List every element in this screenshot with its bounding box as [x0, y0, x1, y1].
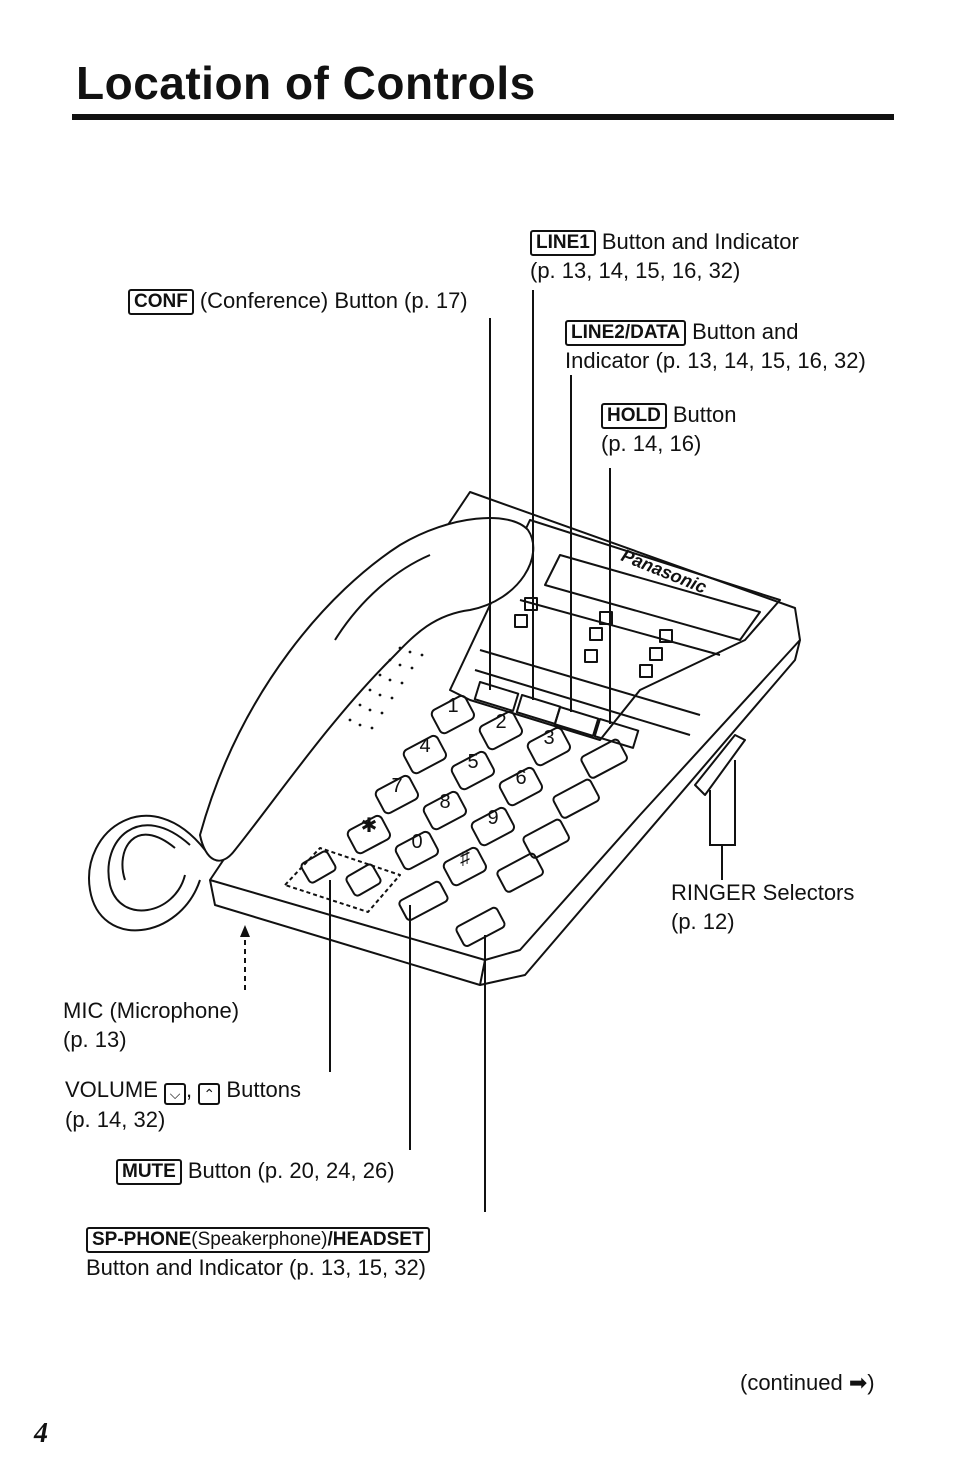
key-9: 9 [487, 807, 499, 829]
mic-text: MIC (Microphone) [63, 998, 240, 1023]
volume-suffix: Buttons [226, 1077, 302, 1102]
hold-key: HOLD [601, 403, 667, 429]
hold-text: Button [672, 402, 737, 427]
sp-phone-key: SP-PHONE(Speakerphone)/HEADSET [86, 1227, 430, 1253]
mute-text: Button (p. 20, 24, 26) [187, 1158, 395, 1183]
conf-key: CONF [128, 289, 194, 315]
sp-phone-label [86, 1224, 436, 1282]
ringer-label [671, 878, 854, 936]
line1-text: Button and Indicator [601, 229, 799, 254]
hold-pages: (p. 14, 16) [601, 431, 702, 456]
line1-label [530, 227, 799, 285]
ringer-pages: (p. 12) [671, 909, 735, 934]
volume-up-icon: ⌃ [198, 1083, 220, 1105]
line2-key: LINE2/DATA [565, 320, 686, 346]
mic-pages: (p. 13) [63, 1027, 127, 1052]
key-7: 7 [391, 775, 403, 797]
conf-text: (Conference) Button (p. 17) [199, 288, 468, 313]
page-title: Location of Controls [76, 57, 536, 109]
key-4: 4 [419, 735, 431, 757]
volume-sep: , [186, 1077, 193, 1102]
sp-phone-text: Button and Indicator (p. 13, 15, 32) [86, 1255, 427, 1280]
mute-label [116, 1156, 395, 1185]
key-3: 3 [543, 727, 555, 749]
key-6: 6 [515, 767, 527, 789]
key-star: ✱ [360, 815, 378, 837]
line2-text: Button and [692, 319, 799, 344]
continued-note: (continued ➡) [740, 1370, 875, 1395]
key-2: 2 [495, 711, 507, 733]
line1-key: LINE1 [530, 230, 596, 256]
key-5: 5 [467, 751, 479, 773]
mic-label [63, 996, 239, 1054]
brand-logo: Panasonic [618, 545, 710, 598]
page-number: 4 [34, 1418, 48, 1449]
ringer-text: RINGER Selectors [671, 880, 855, 905]
key-0: 0 [411, 831, 423, 853]
volume-text: VOLUME [65, 1077, 158, 1102]
volume-label [65, 1075, 301, 1134]
key-1: 1 [447, 695, 459, 717]
line2-label [565, 317, 866, 375]
line1-pages: (p. 13, 14, 15, 16, 32) [530, 258, 741, 283]
mute-key: MUTE [116, 1159, 182, 1185]
conf-label [128, 286, 468, 315]
key-pound: ♯ [460, 847, 470, 869]
line2-pages: Indicator (p. 13, 14, 15, 16, 32) [565, 348, 866, 373]
volume-pages: (p. 14, 32) [65, 1107, 166, 1132]
hold-label [601, 400, 736, 458]
key-8: 8 [439, 791, 451, 813]
volume-down-icon: ⌵ [164, 1083, 186, 1105]
